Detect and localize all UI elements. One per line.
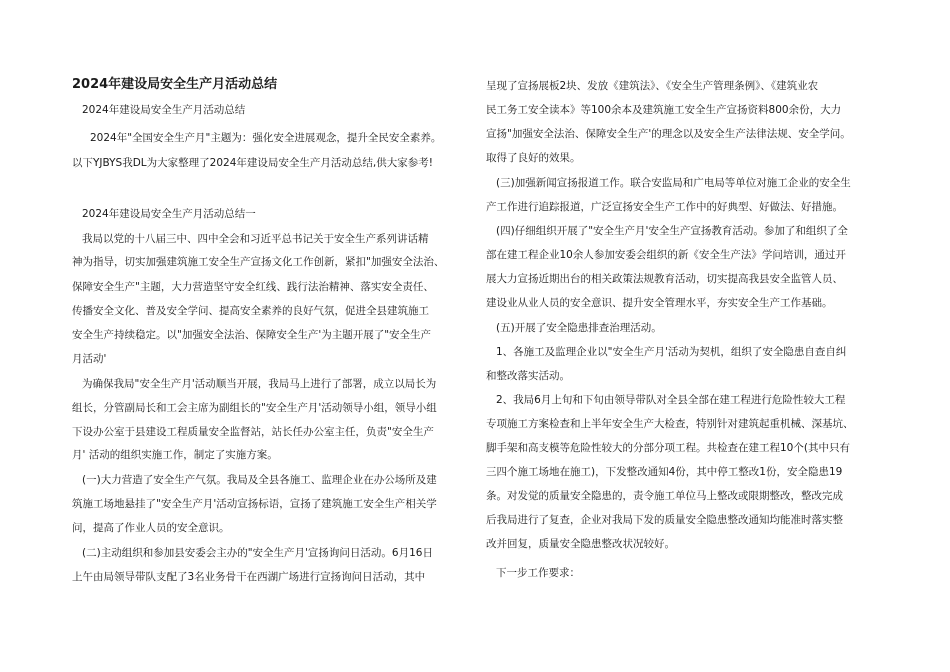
left-text-line: 组长，分管副局长和工会主席为副组长的"安全生产月'活动领导小组，领导小组 (72, 402, 437, 414)
left-text-line: 神为指导，切实加强建筑施工安全生产宣扬文化工作创新，紧扣"加强安全法治、 (72, 256, 445, 268)
right-text-line: 部在建工程企业10余人参加安委会组织的新《安全生产法》学问培训，通过开 (486, 249, 846, 261)
left-text-line: 2024年"全国安全生产月"主题为：强化安全进展观念，提升全民安全素养。 (90, 132, 442, 144)
right-text-line: 改并回复，质量安全隐患整改状况较好。 (486, 538, 675, 550)
left-text-line: (二)主动组织和参加县安委会主办的"安全生产月'宣扬询问日活动。6月16日 (82, 547, 433, 559)
right-text-line: 1、各施工及监理企业以"安全生产月'活动为契机，组织了安全隐患自查自纠 (496, 346, 847, 358)
right-text-line: 宣扬"加强安全法治、保障安全生产'的理念以及安全生产法律法规、安全学问。 (486, 128, 851, 140)
right-text-line: 和整改落实活动。 (486, 370, 570, 382)
right-text-line: 呈现了宣扬展板2块、发放《建筑法》、《安全生产管理条例》、《建筑业农 (486, 80, 819, 92)
left-text-line: 我局以党的十八届三中、四中全会和习近平总书记关于安全生产系列讲话精 (82, 233, 429, 245)
right-text-line: 产工作进行追踪报道，广泛宣扬安全生产工作中的好典型、好做法、好措施。 (486, 201, 843, 213)
right-text-line: 建设业从业人员的安全意识、提升安全管理水平，夯实安全生产工作基础。 (486, 297, 833, 309)
right-text-line: 后我局进行了复查，企业对我局下发的质量安全隐患整改通知均能准时落实整 (486, 514, 843, 526)
right-text-line: 民工务工安全读本》等100余本及建筑施工安全生产宣扬资料800余份，大力 (486, 104, 842, 116)
right-text-line: 展大力宣扬近期出台的相关政策法规教育活动，切实提高我县安全监管人员、 (486, 273, 843, 285)
right-text-line: (四)仔细组织开展了"安全生产月'安全生产宣扬教育活动。参加了和组织了全 (496, 225, 848, 237)
right-text-line: 下一步工作要求： (496, 567, 580, 579)
left-text-line: 传播安全文化、普及安全学问、提高安全素养的良好气氛，促进全县建筑施工 (72, 305, 429, 317)
left-text-line: 月' 活动的组织实施工作，制定了实施方案。 (72, 449, 278, 461)
left-text-line: 问，提高了作业人员的安全意识。 (72, 522, 230, 534)
left-text-line: 下设办公室于县建设工程质量安全监督站，站长任办公室主任，负责"安全生产 (72, 426, 434, 438)
left-text-line: 为确保我局"安全生产月'活动顺当开展，我局马上进行了部署，成立以局长为 (82, 378, 437, 390)
left-text-line: 上午由局领导带队支配了3名业务骨干在西湖广场进行宣扬询问日活动，其中 (72, 571, 426, 583)
right-text-line: 脚手架和高支模等危险性较大的分部分项工程。共检查在建工程10个(其中只有 (486, 442, 850, 454)
right-text-line: 取得了良好的效果。 (486, 152, 581, 164)
document-title: 2024年建设局安全生产月活动总结 (72, 77, 278, 92)
left-text-line: 以下YJBYS我DL为大家整理了2024年建设局安全生产月活动总结,供大家参考! (72, 157, 433, 169)
left-text-line: 保障安全生产"主题，大力营造坚守安全红线、践行法治精神、落实安全责任、 (72, 281, 434, 293)
right-text-line: (三)加强新闻宣扬报道工作。联合安监局和广电局等单位对施工企业的安全生 (496, 177, 851, 189)
left-text-line: 筑施工场地悬挂了"安全生产月'活动宣扬标语，宣扬了建筑施工安全生产相关学 (72, 498, 437, 510)
left-text-line: 月活动' (72, 353, 107, 365)
left-text-line: 2024年建设局安全生产月活动总结一 (82, 208, 256, 220)
right-text-line: 条。对发觉的质量安全隐患的，责令施工单位马上整改或限期整改，整改完成 (486, 490, 843, 502)
left-text-line: 2024年建设局安全生产月活动总结 (82, 104, 246, 116)
right-text-line: 2、我局6月上旬和下旬由领导带队对全县全部在建工程进行危险性较大工程 (496, 394, 846, 406)
left-text-line: (一)大力营造了安全生产气氛。我局及全县各施工、监理企业在办公场所及建 (82, 474, 437, 486)
right-text-line: (五)开展了安全隐患排查治理活动。 (496, 322, 662, 334)
right-text-line: 三四个施工场地在施工)，下发整改通知4份，其中停工整改1份，安全隐患19 (486, 466, 843, 478)
left-text-line: 安全生产持续稳定。以"加强安全法治、保障安全生产'为主题开展了"安全生产 (72, 329, 432, 341)
right-text-line: 专项施工方案检查和上半年安全生产大检查，特别针对建筑起重机械、深基坑、 (486, 418, 854, 430)
